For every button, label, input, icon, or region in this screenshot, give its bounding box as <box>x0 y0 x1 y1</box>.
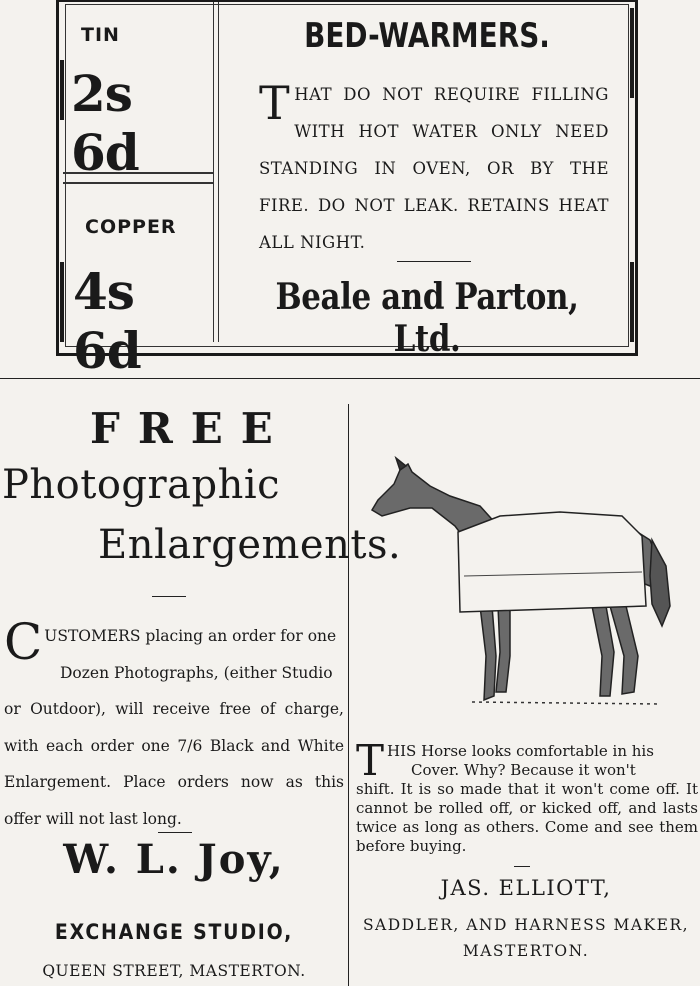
border-ornament <box>630 262 634 342</box>
column-rule-vertical <box>348 404 349 986</box>
tin-price-box <box>63 2 213 182</box>
bed-warmers-title: BED-WARMERS. <box>304 16 550 56</box>
photo-ad-body <box>4 613 344 837</box>
tin-label: TIN <box>81 24 120 46</box>
saddler-town: MASTERTON. <box>462 942 590 960</box>
tin-price: 2s 6d <box>71 64 139 182</box>
company-name: Beale and Parton, Ltd. <box>275 276 579 360</box>
free-headline: FREE <box>90 404 291 453</box>
photo-ad-text-2: Dozen Photographs, (either Studio <box>60 663 333 682</box>
horse-ad-text-2: Cover. Why? Because it won't <box>411 761 636 779</box>
copper-price: 4s 6d <box>73 262 141 380</box>
copper-price-box <box>63 182 213 380</box>
horse-ad-text-1: HIS Horse looks comfortable in his <box>387 742 654 760</box>
saddler-name: JAS. ELLIOTT, <box>440 876 612 900</box>
photo-ad-text-3: or Outdoor), will receive free of charge, with each order one 7/6 Black and White Enlargement. Place orders now as this offer will not last long. <box>4 700 344 828</box>
drop-cap: C <box>4 613 43 671</box>
photo-ad-text-1: USTOMERS placing an order for one <box>44 627 337 645</box>
divider-rule <box>514 866 530 867</box>
column-divider <box>213 2 219 342</box>
border-ornament <box>630 8 634 98</box>
horse-ad-body <box>356 736 698 856</box>
bed-warmers-body <box>259 76 609 261</box>
bed-warmers-ad <box>56 0 638 380</box>
studio-name: EXCHANGE STUDIO, <box>54 920 294 944</box>
drop-cap: T <box>356 736 385 785</box>
studio-address: QUEEN STREET, MASTERTON. <box>42 962 306 980</box>
photographer-name: W. L. Joy, <box>63 836 285 883</box>
bed-warmers-text: HAT DO NOT REQUIRE FILLING WITH HOT WATER ONLY NEED STANDING IN OVEN, OR BY THE FIRE. DO NOT LEAK. RETAINS HEAT ALL NIGHT. <box>259 85 609 252</box>
horse-ad-text-3: shift. It is so made that it won't come off. It cannot be rolled off, or kicked off, and lasts twice as long as others. Come and see them before buying. <box>356 780 698 855</box>
saddler-trade: SADDLER, AND HARNESS MAKER, <box>362 916 690 934</box>
divider-rule <box>397 261 471 262</box>
enlargements-heading: Enlargements. <box>98 522 402 568</box>
divider-rule <box>152 596 186 597</box>
price-column <box>63 2 213 380</box>
border-ornament <box>60 262 64 342</box>
divider-rule <box>158 832 192 833</box>
drop-cap: T <box>259 76 291 130</box>
column-rule-horizontal <box>0 378 700 379</box>
photographic-heading: Photographic <box>2 462 281 508</box>
horse-illustration <box>360 456 690 718</box>
copper-label: COPPER <box>85 216 177 238</box>
border-ornament <box>60 60 64 120</box>
